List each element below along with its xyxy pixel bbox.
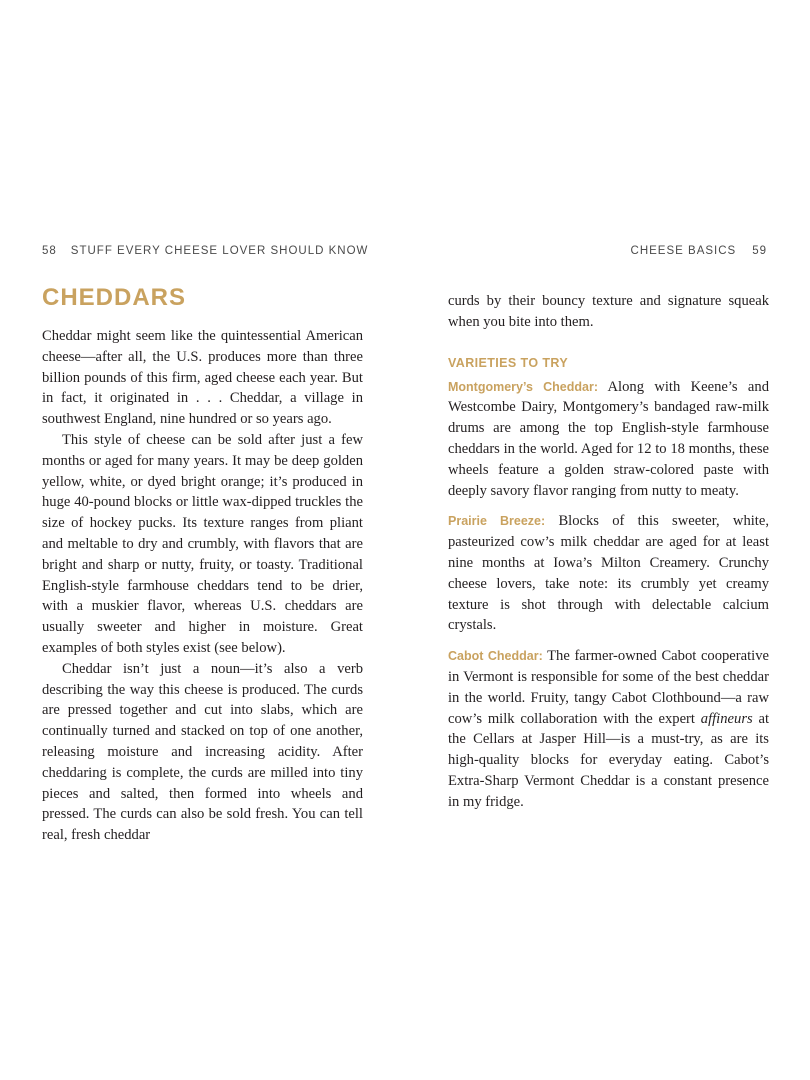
right-page-number: 59 [752, 245, 767, 257]
variety-cabot [448, 646, 769, 812]
variety-name: Montgomery’s Cheddar: [448, 379, 598, 394]
paragraph-process: Cheddar isn’t just a noun—it’s also a verb describing the way this cheese is produced. The curds are pressed together and cut into slabs, which are continually turned and stacked on top of one another, releasing moisture and increasing acidity. After cheddaring is complete, the curds are milled into tiny pieces and salted, then formed into wheels and pressed. The curds can also be sold fresh. You can tell real, fresh cheddar [42, 660, 363, 844]
paragraph-intro: Cheddar might seem like the quintessential American cheese—after all, the U.S. produces more than three billion pounds of this firm, aged cheese each year. But in fact, it originated in . . . Cheddar, a village in southwest England, nine hundred or so years ago. [42, 328, 363, 428]
variety-description: Blocks of this sweeter, white, pasteurized cow’s milk cheddar are aged for at least nine months at Iowa’s Milton Creamery. Crunchy cheese lovers, take note: its crumbly yet creamy texture is shot through with delectable calcium crystals. [448, 513, 769, 634]
left-body [42, 326, 363, 846]
right-body [448, 291, 769, 823]
variety-name: Cabot Cheddar: [448, 649, 543, 664]
variety-prairie-breeze [448, 511, 769, 636]
paragraph-continuation: curds by their bouncy texture and signature squeak when you bite into them. [448, 293, 769, 330]
left-running-head [42, 245, 368, 257]
variety-montgomery [448, 377, 769, 502]
right-page [405, 0, 810, 1080]
variety-description: The farmer-owned Cabot cooperative in Vermont is responsible for some of the best cheddar in the world. Fruity, tangy Cabot Clothbound—a raw cow’s milk collaboration with the expert [448, 648, 770, 727]
italic-term: affineurs [700, 710, 753, 727]
section-heading: CHEDDARS [42, 284, 187, 311]
variety-description-cont: at the Cellars at Jasper Hill—is a must-try, as are its high-quality blocks for everyday eating. Cabot’s Extra-Sharp Vermont Cheddar is a constant presence in my fridge. [448, 710, 770, 810]
variety-name: Prairie Breeze: [448, 514, 546, 529]
right-running-head [631, 245, 767, 257]
right-running-title: CHEESE BASICS [630, 245, 737, 257]
varieties-subheading: VARIETIES TO TRY [448, 355, 569, 370]
left-running-title: STUFF EVERY CHEESE LOVER SHOULD KNOW [70, 245, 369, 257]
variety-description: Along with Keene’s and Westcombe Dairy, Montgomery’s bandaged raw-milk drums are among the top English-style farmhouse cheddars in the world. Aged for 12 to 18 months, these wheels feature a golden straw-colored paste with deeply savory flavor ranging from nutty to meaty. [448, 378, 769, 499]
paragraph-styles: This style of cheese can be sold after just a few months or aged for many years. It may be deep golden yellow, white, or dyed bright orange; it’s produced in huge 40-pound blocks or little wax-dipped truckles the size of hockey pucks. Its texture ranges from pliant and meltable to dry and crumbly, with flavors that are bright and sharp or nutty, fruity, or toasty. Traditional English-style farmhouse cheddars tend to be drier, with a muskier flavor, whereas U.S. cheddars are usually sweeter and higher in moisture. Great examples of both styles exist (see below). [42, 431, 363, 656]
left-page-number: 58 [42, 245, 57, 257]
